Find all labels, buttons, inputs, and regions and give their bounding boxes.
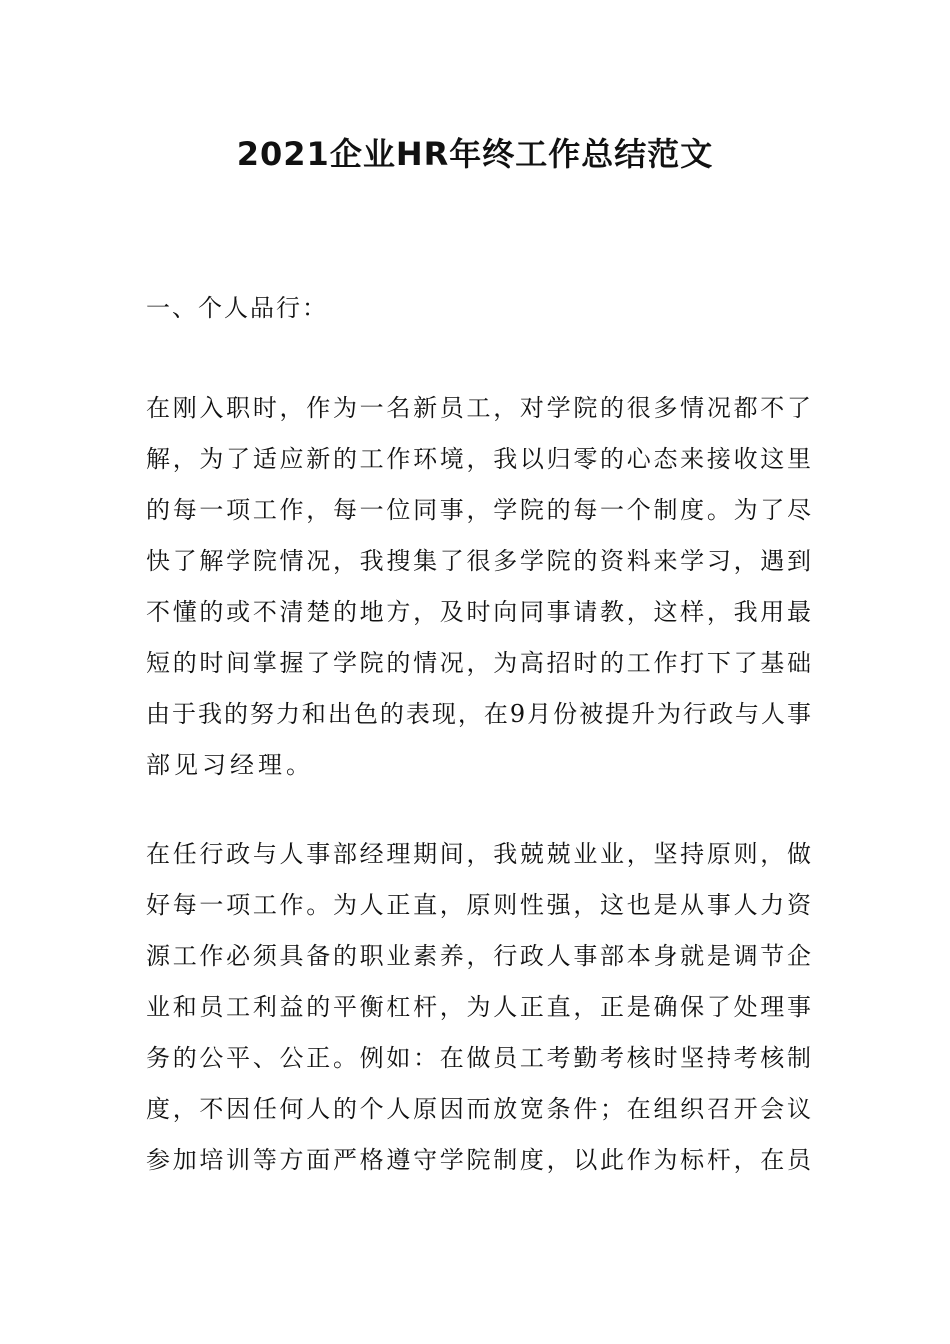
paragraph-line: 好每一项工作。为人正直，原则性强，这也是从事人力资 xyxy=(146,891,811,919)
paragraph-line: 部见习经理。 xyxy=(146,751,314,779)
paragraph-line: 不懂的或不清楚的地方，及时向同事请教，这样，我用最 xyxy=(146,598,811,626)
paragraph-line: 的每一项工作，每一位同事，学院的每一个制度。为了尽 xyxy=(146,496,811,524)
paragraph-line: 由于我的努力和出色的表现，在9月份被提升为行政与人事 xyxy=(146,700,811,728)
paragraph-2 xyxy=(146,829,811,1186)
paragraph-1 xyxy=(146,383,811,791)
section-heading: 一、个人品行： xyxy=(146,294,328,322)
paragraph-line: 业和员工利益的平衡杠杆，为人正直，正是确保了处理事 xyxy=(146,993,811,1021)
paragraph-line: 源工作必须具备的职业素养，行政人事部本身就是调节企 xyxy=(146,942,811,970)
document-title: 2021企业HR年终工作总结范文 xyxy=(236,135,714,173)
paragraph-line: 在任行政与人事部经理期间，我兢兢业业，坚持原则，做 xyxy=(146,840,811,868)
paragraph-line: 快了解学院情况，我搜集了很多学院的资料来学习，遇到 xyxy=(146,547,811,575)
paragraph-line: 度，不因任何人的个人原因而放宽条件；在组织召开会议 xyxy=(146,1095,811,1123)
paragraph-line: 解，为了适应新的工作环境，我以归零的心态来接收这里 xyxy=(146,445,811,473)
paragraph-line: 参加培训等方面严格遵守学院制度，以此作为标杆，在员 xyxy=(146,1146,811,1174)
paragraph-line: 务的公平、公正。例如：在做员工考勤考核时坚持考核制 xyxy=(146,1044,811,1072)
paragraph-line: 短的时间掌握了学院的情况，为高招时的工作打下了基础 xyxy=(146,649,811,677)
paragraph-line: 在刚入职时，作为一名新员工，对学院的很多情况都不了 xyxy=(146,394,811,422)
